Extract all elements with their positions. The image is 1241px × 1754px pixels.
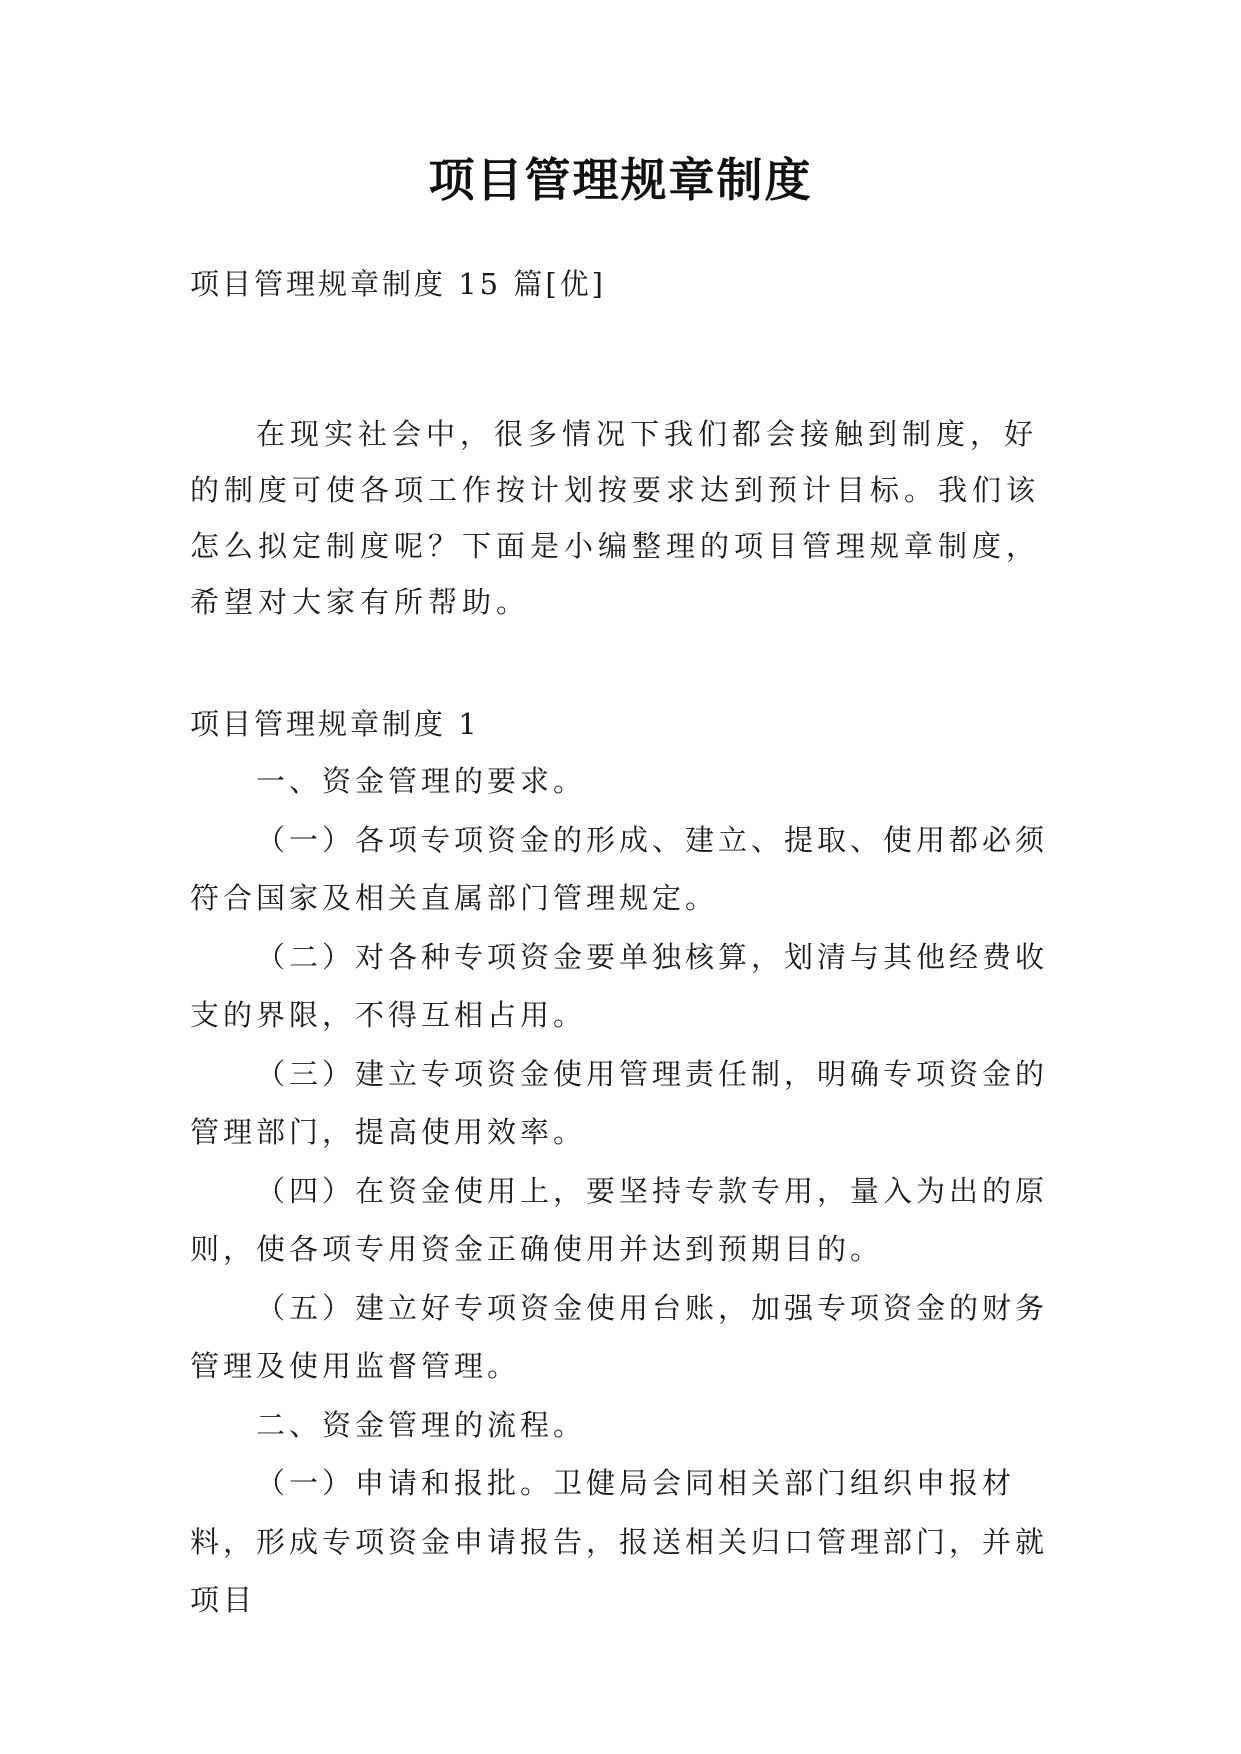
paragraph-requirements-heading: 一、资金管理的要求。 <box>256 764 587 798</box>
paragraph-item: （三）建立专项资金使用管理责任制，明确专项资金的管理部门，提高使用效率。 <box>190 1056 1049 1149</box>
document-title: 项目管理规章制度 <box>428 153 813 207</box>
paragraph-item: （五）建立好专项资金使用台账，加强专项资金的财务管理及使用监督管理。 <box>190 1290 1049 1383</box>
section-heading: 项目管理规章制度 1 <box>190 707 480 741</box>
document-body <box>190 752 1050 1630</box>
document-subtitle: 项目管理规章制度 15 篇[优] <box>190 267 606 301</box>
paragraph-item: （一）申请和报批。卫健局会同相关部门组织申报材料，形成专项资金申请报告，报送相关归口管理部门，并就项目 <box>190 1466 1049 1617</box>
intro-paragraph: 在现实社会中，很多情况下我们都会接触到制度，好的制度可使各项工作按计划按要求达到预计目标。我们该怎么拟定制度呢？下面是小编整理的项目管理规章制度，希望对大家有所帮助。 <box>190 417 1041 619</box>
paragraph-item: （一）各项专项资金的形成、建立、提取、使用都必须符合国家及相关直属部门管理规定。 <box>190 822 1049 915</box>
paragraph-item: （四）在资金使用上，要坚持专款专用，量入为出的原则，使各项专用资金正确使用并达到预期目的。 <box>190 1173 1049 1266</box>
paragraph-process-heading: 二、资金管理的流程。 <box>256 1407 587 1442</box>
paragraph-item: （二）对各种专项资金要单独核算，划清与其他经费收支的界限，不得互相占用。 <box>190 939 1049 1032</box>
